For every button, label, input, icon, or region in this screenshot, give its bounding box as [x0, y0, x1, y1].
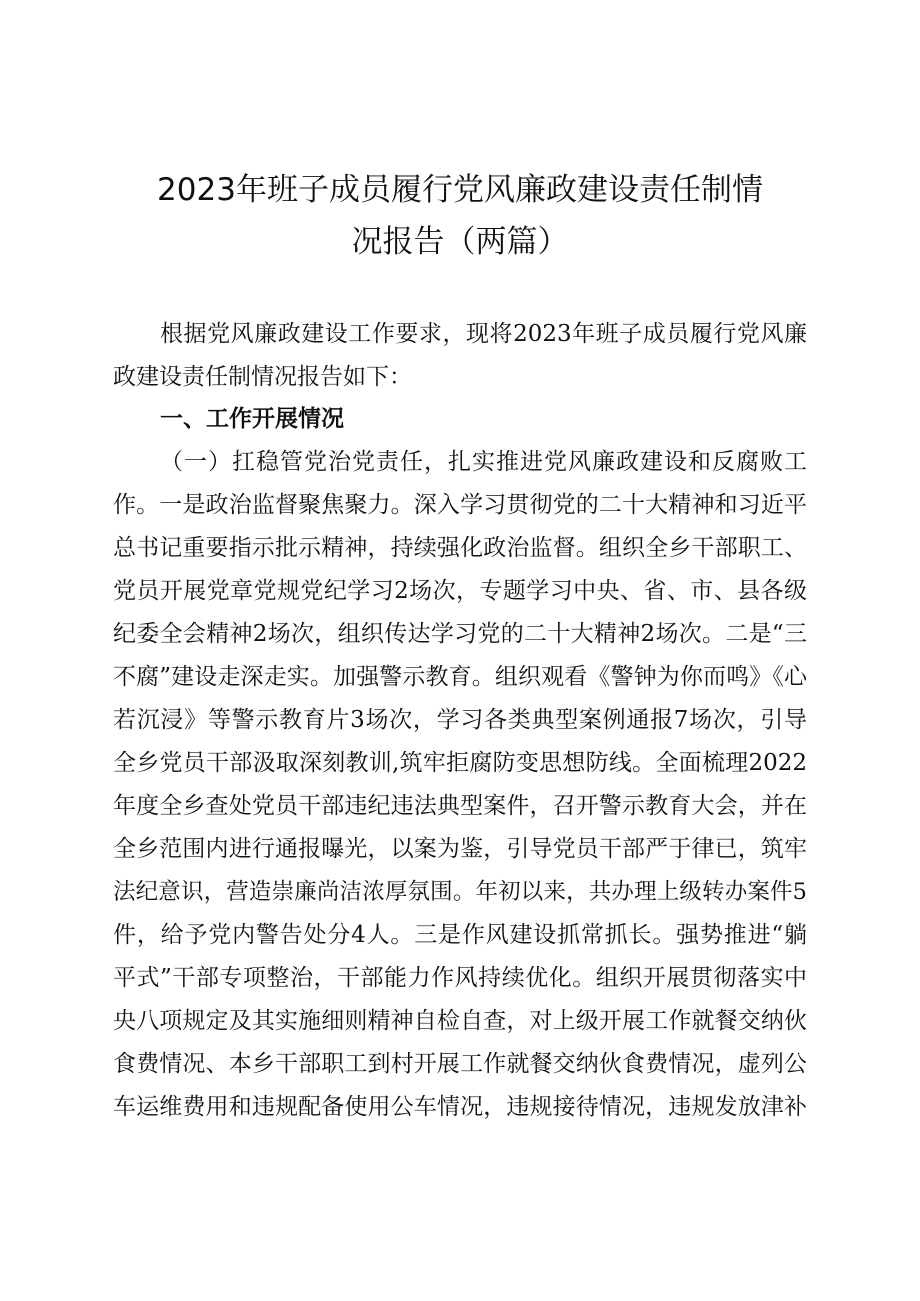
para1-line-10: 全乡范围内进行通报曝光，以案为鉴，引导党员干部严于律已，筑牢 [113, 836, 807, 862]
para1-line-6: 不腐”建设走深走实。加强警示教育。组织观看《警钟为你而鸣》《心 [113, 664, 807, 690]
para1-line-16: 车运维费用和违规配备使用公车情况，违规接待情况，违规发放津补 [113, 1094, 807, 1120]
para1-line-11: 法纪意识，营造崇廉尚洁浓厚氛围。年初以来，共办理上级转办案件5 [113, 879, 807, 905]
para1-line-15: 食费情况、本乡干部职工到村开展工作就餐交纳伙食费情况，虚列公 [113, 1051, 807, 1077]
para1-line-1: （一）扛稳管党治党责任，扎实推进党风廉政建设和反腐败工 [160, 449, 807, 475]
para1-line-7: 若沉浸》等警示教育片3场次，学习各类典型案例通报7场次，引导 [113, 707, 807, 733]
para1-line-4: 党员开展党章党规党纪学习2场次，专题学习中央、省、市、县各级 [113, 578, 807, 604]
para1-line-12: 件，给予党内警告处分4人。三是作风建设抓常抓长。强势推进“躺 [113, 922, 807, 948]
document-title-line-1: 2023年班子成员履行党风廉政建设责任制情 [157, 172, 763, 208]
document-title-line-2: 况报告（两篇） [351, 224, 569, 260]
intro-line-1: 根据党风廉政建设工作要求，现将2023年班子成员履行党风廉 [160, 321, 807, 347]
para1-line-14: 央八项规定及其实施细则精神自检自查，对上级开展工作就餐交纳伙 [113, 1008, 807, 1034]
intro-line-2: 政建设责任制情况报告如下： [113, 364, 412, 390]
para1-line-3: 总书记重要指示批示精神，持续强化政治监督。组织全乡干部职工、 [113, 535, 807, 561]
para1-line-13: 平式”干部专项整治，干部能力作风持续优化。组织开展贯彻落实中 [113, 965, 807, 991]
para1-line-2: 作。一是政治监督聚焦聚力。深入学习贯彻党的二十大精神和习近平 [113, 492, 807, 518]
para1-line-5: 纪委全会精神2场次，组织传达学习党的二十大精神2场次。二是“三 [113, 621, 807, 647]
para1-line-8: 全乡党员干部汲取深刻教训,筑牢拒腐防变思想防线。全面梳理2022 [113, 750, 807, 776]
para1-line-9: 年度全乡查处党员干部违纪违法典型案件，召开警示教育大会，并在 [113, 793, 807, 819]
section-heading-1: 一、工作开展情况 [160, 406, 344, 432]
